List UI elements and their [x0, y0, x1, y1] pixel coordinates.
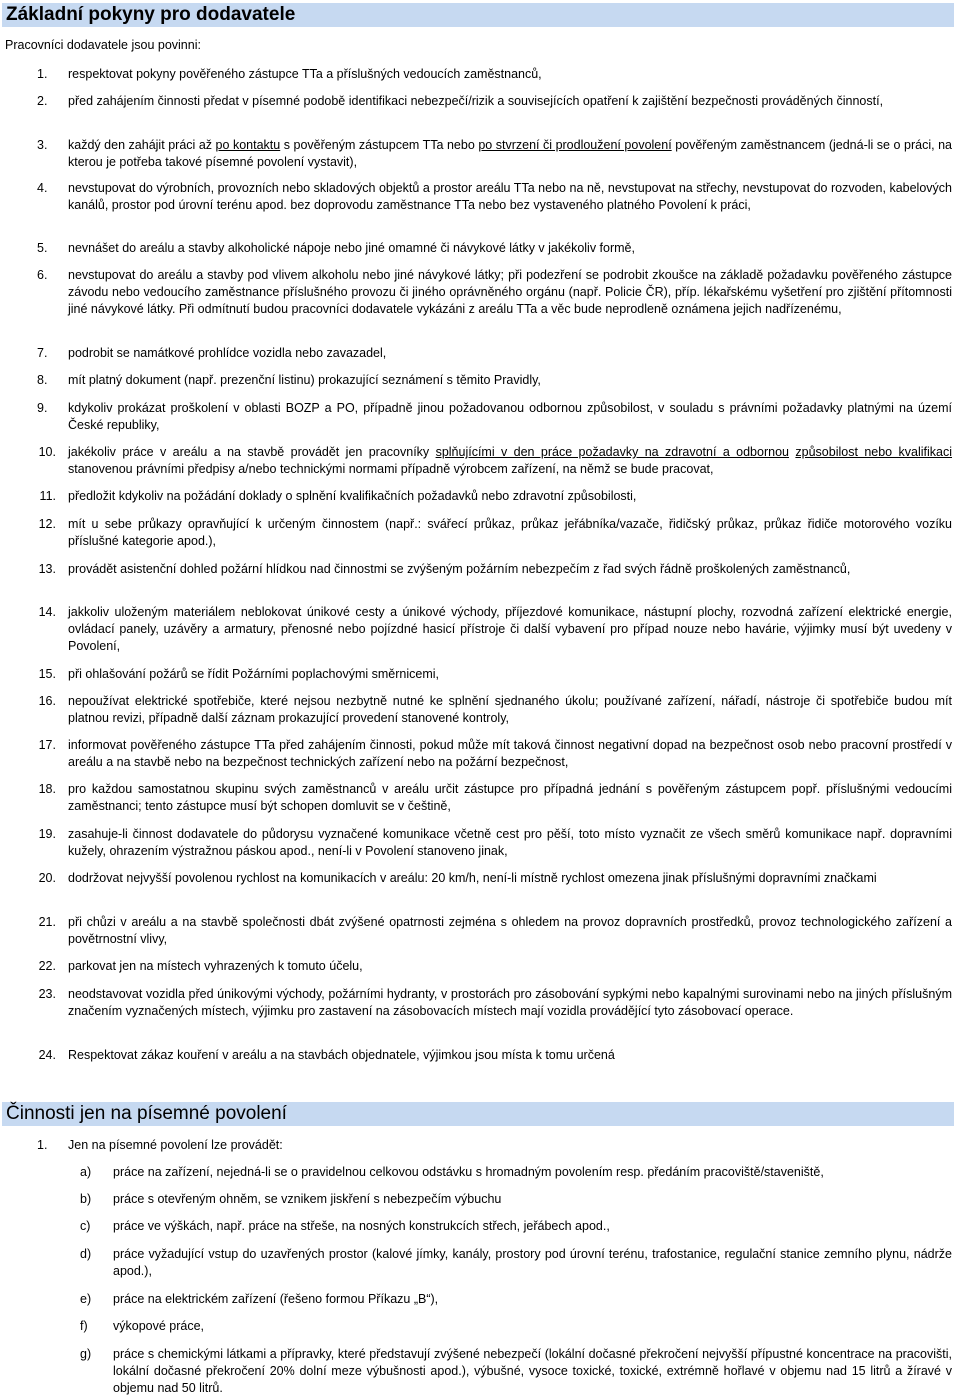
- sub-list-item-text: práce s chemickými látkami a přípravky, které představují zvýšené nebezpečí (lokální dočasné překročení nejvyšší přípustné koncentrace na pracovišti, lokální dočasné překročení 20% dolní meze výbušnosti apod.), výbušné, vysoce toxické, toxické, extrémně hořlavé v objemu nad 15 litrů a žíravé v objemu nad 50 litrů.: [113, 1347, 952, 1395]
- list-item-text: Jen na písemné povolení lze provádět:: [68, 1138, 283, 1152]
- list-item-text: kdykoliv prokázat proškolení v oblasti BOZP a PO, případně jinou požadovanou odbornou způsobilost, v souladu s právními požadavky platnými na území České republiky,: [68, 401, 952, 432]
- sub-list-item-letter: e): [80, 1292, 92, 1306]
- sub-list-item-letter: a): [80, 1165, 92, 1179]
- list-item-text: neodstavovat vozidla před únikovými východy, požárními hydranty, v prostorách pro zásobování sypkými nebo kapalnými surovinami nebo na jiných příslušným značením vyznačených místech, výjimku pro zastavení na zásobovacích místech mají vozidla provádějící tyto zásobovací operace.: [68, 987, 952, 1018]
- list-item-number: 18.: [38, 782, 56, 796]
- underlined-text: po kontaktu: [215, 138, 281, 152]
- intro-text: Pracovníci dodavatele jsou povinni:: [5, 38, 201, 52]
- list-item-text: respektovat pokyny pověřeného zástupce TTa a příslušných vedoucích zaměstnanců,: [68, 67, 542, 81]
- sub-list-item-letter: g): [80, 1347, 92, 1361]
- list-item-number: 3.: [37, 138, 48, 152]
- section-title-written-permit-activities: Činnosti jen na písemné povolení: [2, 1102, 954, 1126]
- list-item-number: 4.: [37, 181, 48, 195]
- list-item-number: 19.: [38, 827, 56, 841]
- list-item-text: před zahájením činnosti předat v písemné podobě identifikaci nebezpečí/rizik a souvisejících opatření k zajištění bezpečnosti prováděných činností,: [68, 94, 884, 108]
- list-item-text: pro každou samostatnou skupinu svých zaměstnanců v areálu určit zástupce pro případná jednání s pověřeným zástupcem popř. příslušnými vedoucími zaměstnanci; tento zástupce musí být schopen domluvit se v češtině,: [68, 782, 952, 813]
- sub-list-item-text: práce vyžadující vstup do uzavřených prostor (kalové jímky, kanály, prostory pod úrovní terénu, trafostanice, regulační stanice zemního plynu, nádrže apod.),: [113, 1247, 952, 1278]
- list-item-text: [68, 137, 952, 171]
- list-item-number: 8.: [37, 373, 48, 387]
- sub-list-item-letter: f): [80, 1319, 88, 1333]
- list-item-text: zasahuje-li činnost dodavatele do půdorysu vyznačené komunikace včetně cest pro pěší, toto místo vyznačit ze všech směrů komunikace např. dopravními kužely, ohrazením výstražnou páskou apod., není-li v Povolení stanoveno jinak,: [68, 827, 952, 858]
- text-fragment: pověřeným zaměstnancem (jedná-li se o práci, na kterou je potřeba takové písemné povolení vystavit),: [68, 138, 952, 169]
- sub-list-item-letter: d): [80, 1247, 92, 1261]
- list-item-text: provádět asistenční dohled požární hlídkou nad činnostmi se zvýšeným požárním nebezpečím z řad svých řádně proškolených zaměstnanců,: [68, 562, 851, 576]
- list-item-number: 15.: [38, 667, 56, 681]
- list-item-number: 6.: [37, 268, 48, 282]
- sub-list-item-text: výkopové práce,: [113, 1319, 205, 1333]
- section-title-basic-instructions: Základní pokyny pro dodavatele: [2, 3, 954, 27]
- list-item-text: jakkoliv uloženým materiálem neblokovat únikové cesty a únikové východy, příjezdové komunikace, nástupní plochy, rozvodná zařízení elektrické energie, ovládací panely, uzávěry a armatury, přenosné nebo pojízdné hasicí přístroje či další vybavení pro případ nouze nebo havárie, výjimky musí být uvedeny v Povolení,: [68, 605, 952, 653]
- list-item-text: informovat pověřeného zástupce TTa před zahájením činnosti, pokud může mít taková činnost negativní dopad na bezpečnost osob nebo pracovní prostředí v areálu a na stavbě nebo na bezpečnost technických zařízení nebo na požární bezpečnost,: [68, 738, 952, 769]
- list-item-number: 11.: [39, 489, 56, 503]
- text-fragment: jakékoliv práce v areálu a na stavbě provádět jen pracovníky: [68, 445, 436, 459]
- list-item-text: nevnášet do areálu a stavby alkoholické nápoje nebo jiné omamné či návykové látky v jakékoliv formě,: [68, 241, 635, 255]
- list-item-text: mít platný dokument (např. prezenční listinu) prokazující seznámení s těmito Pravidly,: [68, 373, 541, 387]
- text-fragment: každý den zahájit práci až: [68, 138, 216, 152]
- text-fragment: s pověřeným zástupcem TTa nebo: [280, 138, 479, 152]
- underlined-text: způsobilost nebo kvalifikaci: [795, 445, 953, 459]
- list-item-number: 17.: [38, 738, 56, 752]
- list-item-text: mít u sebe průkazy opravňující k určeným činnostem (např.: svářecí průkaz, průkaz jeřábníka/vazače, řidičský průkaz, průkaz řidiče motorového vozíku příslušné kategorie apod.),: [68, 517, 952, 548]
- list-item-text: dodržovat nejvyšší povolenou rychlost na komunikacích v areálu: 20 km/h, není-li místně rychlost omezena jinak příslušnými dopravními značkami: [68, 871, 877, 885]
- text-fragment: stanovenou právními předpisy a/nebo technickými normami případně výrobcem zařízení, na němž se bude pracovat,: [68, 462, 714, 476]
- list-item-text: nevstupovat do výrobních, provozních nebo skladových objektů a prostor areálu TTa nebo na ně, nevstupovat na střechy, nevstupovat do rozvoden, kabelových kanálů, prostor pod úrovní terénu apod. bez doprovodu zaměstnance TTa nebo bez vystaveného platného Povolení k práci,: [68, 181, 952, 212]
- underlined-text: splňujícími v den práce požadavky na zdravotní a odbornou: [435, 445, 789, 459]
- list-item-text: parkovat jen na místech vyhrazených k tomuto účelu,: [68, 959, 363, 973]
- list-item-number: 12.: [38, 517, 56, 531]
- list-item-number: 2.: [37, 94, 48, 108]
- list-item-number: 1.: [37, 67, 48, 81]
- list-item-text: nevstupovat do areálu a stavby pod vlivem alkoholu nebo jiné návykové látky; při podezření se podrobit zkoušce na základě požadavku pověřeného zástupce závodu nebo vedoucího zaměstnance příslušného provozu či jiného oprávněného orgánu (např. Policie ČR), příp. lékařskému vyšetření pro zjištění přítomnosti jiné návykové látky. Při odmítnutí budou pracovníci dodavatele vykázáni z areálu TTa a věc bude neprodleně oznámena jejich nadřízenému,: [68, 268, 952, 316]
- list-item-number: 1.: [37, 1138, 48, 1152]
- list-item-number: 21.: [38, 915, 56, 929]
- list-item-text: Respektovat zákaz kouření v areálu a na stavbách objednatele, výjimkou jsou místa k tomu určená: [68, 1048, 615, 1062]
- list-item-text: podrobit se namátkové prohlídce vozidla nebo zavazadel,: [68, 346, 387, 360]
- list-item-text: nepoužívat elektrické spotřebiče, které nejsou nezbytně nutné ke splnění sjednaného úkolu; používané zařízení, nářadí, nástroje či spotřebiče budou mít platnou revizi, případně další záznam prokazující provedení stanovené kontroly,: [68, 694, 952, 725]
- list-item-number: 24.: [38, 1048, 56, 1062]
- sub-list-item-letter: c): [80, 1219, 91, 1233]
- list-item-text: při chůzi v areálu a na stavbě společnosti dbát zvýšené opatrnosti zejména s ohledem na provoz dopravních prostředků, provoz technologického zařízení a povětrnostní vlivy,: [68, 915, 952, 946]
- sub-list-item-text: práce ve výškách, např. práce na střeše, na nosných konstrukcích střech, jeřábech apod.,: [113, 1219, 610, 1233]
- list-item-number: 23.: [38, 987, 56, 1001]
- sub-list-item-text: práce s otevřeným ohněm, se vznikem jiskření s nebezpečím výbuchu: [113, 1192, 502, 1206]
- list-item-number: 9.: [37, 401, 48, 415]
- list-item-text: předložit kdykoliv na požádání doklady o splnění kvalifikačních požadavků nebo zdravotní způsobilosti,: [68, 489, 637, 503]
- list-item-text: při ohlašování požárů se řídit Požárními poplachovými směrnicemi,: [68, 667, 439, 681]
- sub-list-item-letter: b): [80, 1192, 92, 1206]
- list-item-number: 16.: [38, 694, 56, 708]
- list-item-number: 22.: [38, 959, 56, 973]
- list-item-number: 13.: [38, 562, 56, 576]
- sub-list-item-text: práce na elektrickém zařízení (řešeno formou Příkazu „B“),: [113, 1292, 439, 1306]
- underlined-text: po stvrzení či prodloužení povolení: [478, 138, 672, 152]
- list-item-number: 7.: [37, 346, 48, 360]
- list-item-number: 20.: [38, 871, 56, 885]
- list-item-number: 5.: [37, 241, 48, 255]
- sub-list-item-text: práce na zařízení, nejedná-li se o pravidelnou celkovou odstávku s hromadným povolením resp. předáním pracoviště/staveniště,: [113, 1165, 824, 1179]
- list-item-text: [68, 444, 952, 478]
- list-item-number: 14.: [38, 605, 56, 619]
- list-item-number: 10.: [38, 445, 56, 459]
